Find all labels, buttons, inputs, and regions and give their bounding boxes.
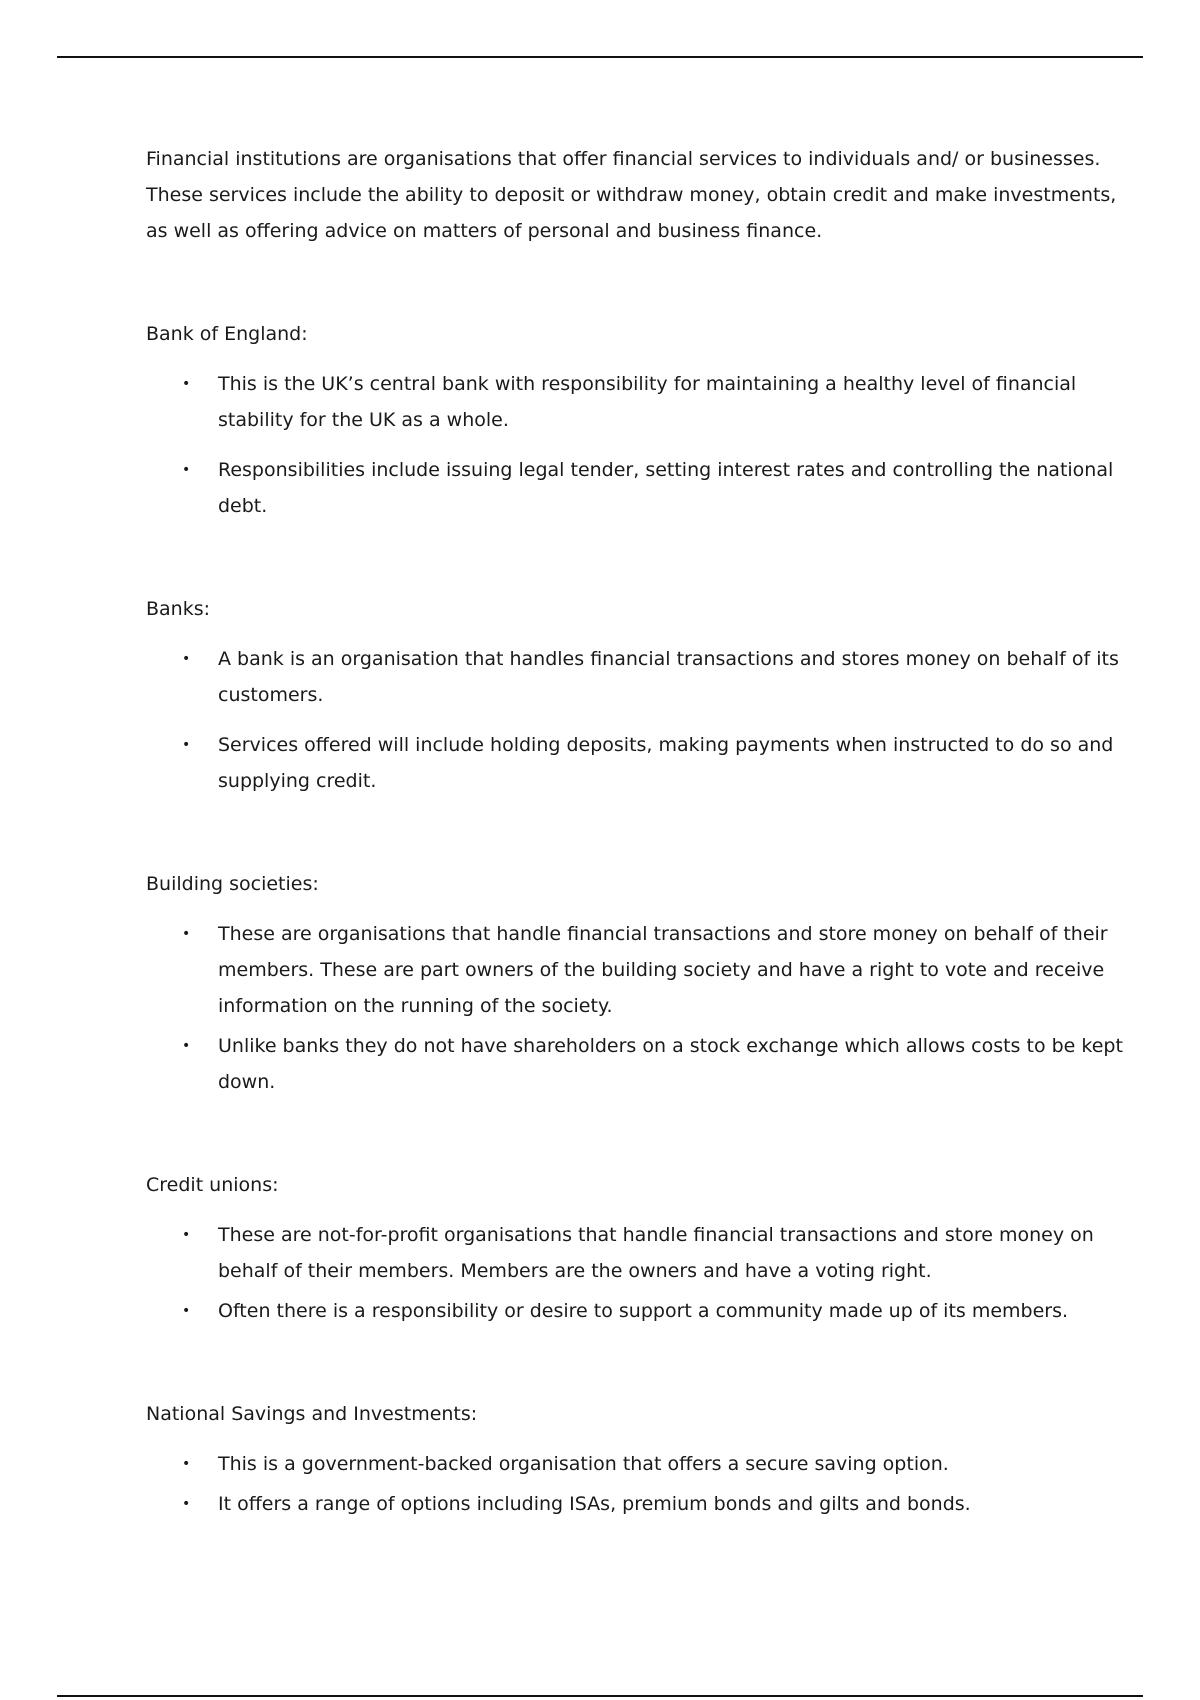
list-item bbox=[146, 366, 1136, 438]
list-item-text: Responsibilities include issuing legal tender, setting interest rates and controlling the national debt. bbox=[218, 459, 1114, 517]
list-item-text: Services offered will include holding deposits, making payments when instructed to do so and supplying credit. bbox=[218, 734, 1114, 792]
bullet-icon: • bbox=[182, 1038, 191, 1054]
list-item-text: Unlike banks they do not have shareholders on a stock exchange which allows costs to be kept down. bbox=[218, 1035, 1123, 1093]
list-item-text: Often there is a responsibility or desire to support a community made up of its members. bbox=[218, 1300, 1069, 1322]
bullet-list bbox=[146, 641, 1136, 799]
list-item bbox=[146, 641, 1136, 713]
section-heading: Building societies: bbox=[146, 873, 319, 895]
list-item-text: A bank is an organisation that handles financial transactions and stores money on behalf of its customers. bbox=[218, 648, 1119, 706]
bullet-icon: • bbox=[182, 376, 191, 392]
list-item-text: These are organisations that handle financial transactions and store money on behalf of their members. These are part owners of the building society and have a right to vote and receive information on the running of the society. bbox=[218, 923, 1108, 1017]
bullet-icon: • bbox=[182, 1456, 191, 1472]
section-credit-unions bbox=[146, 1167, 1136, 1329]
list-item-text: It offers a range of options including ISAs, premium bonds and gilts and bonds. bbox=[218, 1493, 971, 1515]
bullet-icon: • bbox=[182, 1303, 191, 1319]
bullet-icon: • bbox=[182, 737, 191, 753]
bullet-list bbox=[146, 1446, 1136, 1522]
bullet-icon: • bbox=[182, 1227, 191, 1243]
list-item bbox=[146, 727, 1136, 799]
list-item bbox=[146, 1486, 1136, 1522]
bullet-list bbox=[146, 916, 1136, 1100]
section-bank-of-england bbox=[146, 316, 1136, 524]
bullet-list bbox=[146, 1217, 1136, 1329]
section-heading: Bank of England: bbox=[146, 323, 308, 345]
bullet-icon: • bbox=[182, 926, 191, 942]
list-item bbox=[146, 1446, 1136, 1482]
header-rule bbox=[57, 56, 1143, 58]
list-item-text: This is the UK’s central bank with responsibility for maintaining a healthy level of financial stability for the UK as a whole. bbox=[218, 373, 1077, 431]
list-item bbox=[146, 1028, 1136, 1100]
bullet-icon: • bbox=[182, 462, 191, 478]
section-banks bbox=[146, 591, 1136, 799]
section-heading: National Savings and Investments: bbox=[146, 1403, 478, 1425]
bullet-icon: • bbox=[182, 651, 191, 667]
section-national-savings bbox=[146, 1396, 1136, 1522]
bullet-icon: • bbox=[182, 1496, 191, 1512]
list-item bbox=[146, 1217, 1136, 1289]
footer-rule bbox=[57, 1695, 1143, 1697]
list-item-text: These are not-for-profit organisations that handle financial transactions and store money on behalf of their members. Members are the owners and have a voting right. bbox=[218, 1224, 1094, 1282]
list-item bbox=[146, 1293, 1136, 1329]
section-building-societies bbox=[146, 866, 1136, 1100]
section-heading: Banks: bbox=[146, 598, 211, 620]
intro-paragraph: Financial institutions are organisations that offer financial services to individuals and/ or businesses. These services include the ability to deposit or withdraw money, obtain credit and make investments, as well as offering advice on matters of personal and business finance. bbox=[146, 148, 1117, 242]
section-heading: Credit unions: bbox=[146, 1174, 279, 1196]
document-body bbox=[146, 141, 1136, 1536]
list-item-text: This is a government-backed organisation that offers a secure saving option. bbox=[218, 1453, 949, 1475]
bullet-list bbox=[146, 366, 1136, 524]
list-item bbox=[146, 916, 1136, 1024]
list-item bbox=[146, 452, 1136, 524]
